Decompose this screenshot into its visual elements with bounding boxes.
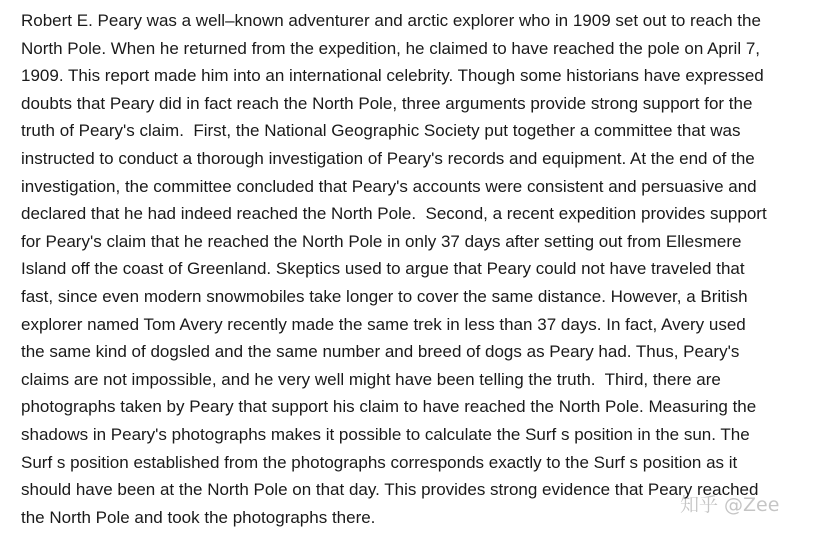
passage-line: the same kind of dogsled and the same number and breed of dogs as Peary had. Thus, Peary's [21,342,740,362]
passage-line: declared that he had indeed reached the North Pole. Second, a recent expedition provides support [21,204,767,224]
passage-line: 1909. This report made him into an international celebrity. Though some historians have expressed [21,66,764,86]
passage-line: Surf s position established from the photographs corresponds exactly to the Surf s position as it [21,452,738,472]
passage-line: should have been at the North Pole on that day. This provides strong evidence that Peary reached [21,480,759,500]
passage-line: fast, since even modern snowmobiles take longer to cover the same distance. However, a British [21,286,748,306]
passage-line: truth of Peary's claim. First, the National Geographic Society put together a committee that was [21,121,741,141]
passage-line: explorer named Tom Avery recently made the same trek in less than 37 days. In fact, Avery used [21,314,746,334]
passage-line: North Pole. When he returned from the expedition, he claimed to have reached the pole on April 7, [21,38,761,58]
passage-line: photographs taken by Peary that support his claim to have reached the North Pole. Measuring the [21,397,757,417]
passage-line: shadows in Peary's photographs makes it possible to calculate the Surf s position in the sun. The [21,424,750,444]
passage-line: for Peary's claim that he reached the North Pole in only 37 days after setting out from Ellesmere [21,231,742,251]
passage-line: the North Pole and took the photographs there. [21,507,376,527]
passage-line: investigation, the committee concluded that Peary's accounts were consistent and persuasive and [21,176,757,196]
passage-line: Robert E. Peary was a well–known adventurer and arctic explorer who in 1909 set out to reach the [21,11,761,30]
watermark: 知乎 @Zee [680,494,780,516]
reading-passage [21,7,829,531]
passage-line: doubts that Peary did in fact reach the North Pole, three arguments provide strong support for the [21,93,753,113]
passage-line: claims are not impossible, and he very well might have been telling the truth. Third, there are [21,369,721,389]
passage-line: Island off the coast of Greenland. Skeptics used to argue that Peary could not have traveled that [21,259,745,279]
passage-line: instructed to conduct a thorough investigation of Peary's records and equipment. At the end of the [21,148,755,168]
